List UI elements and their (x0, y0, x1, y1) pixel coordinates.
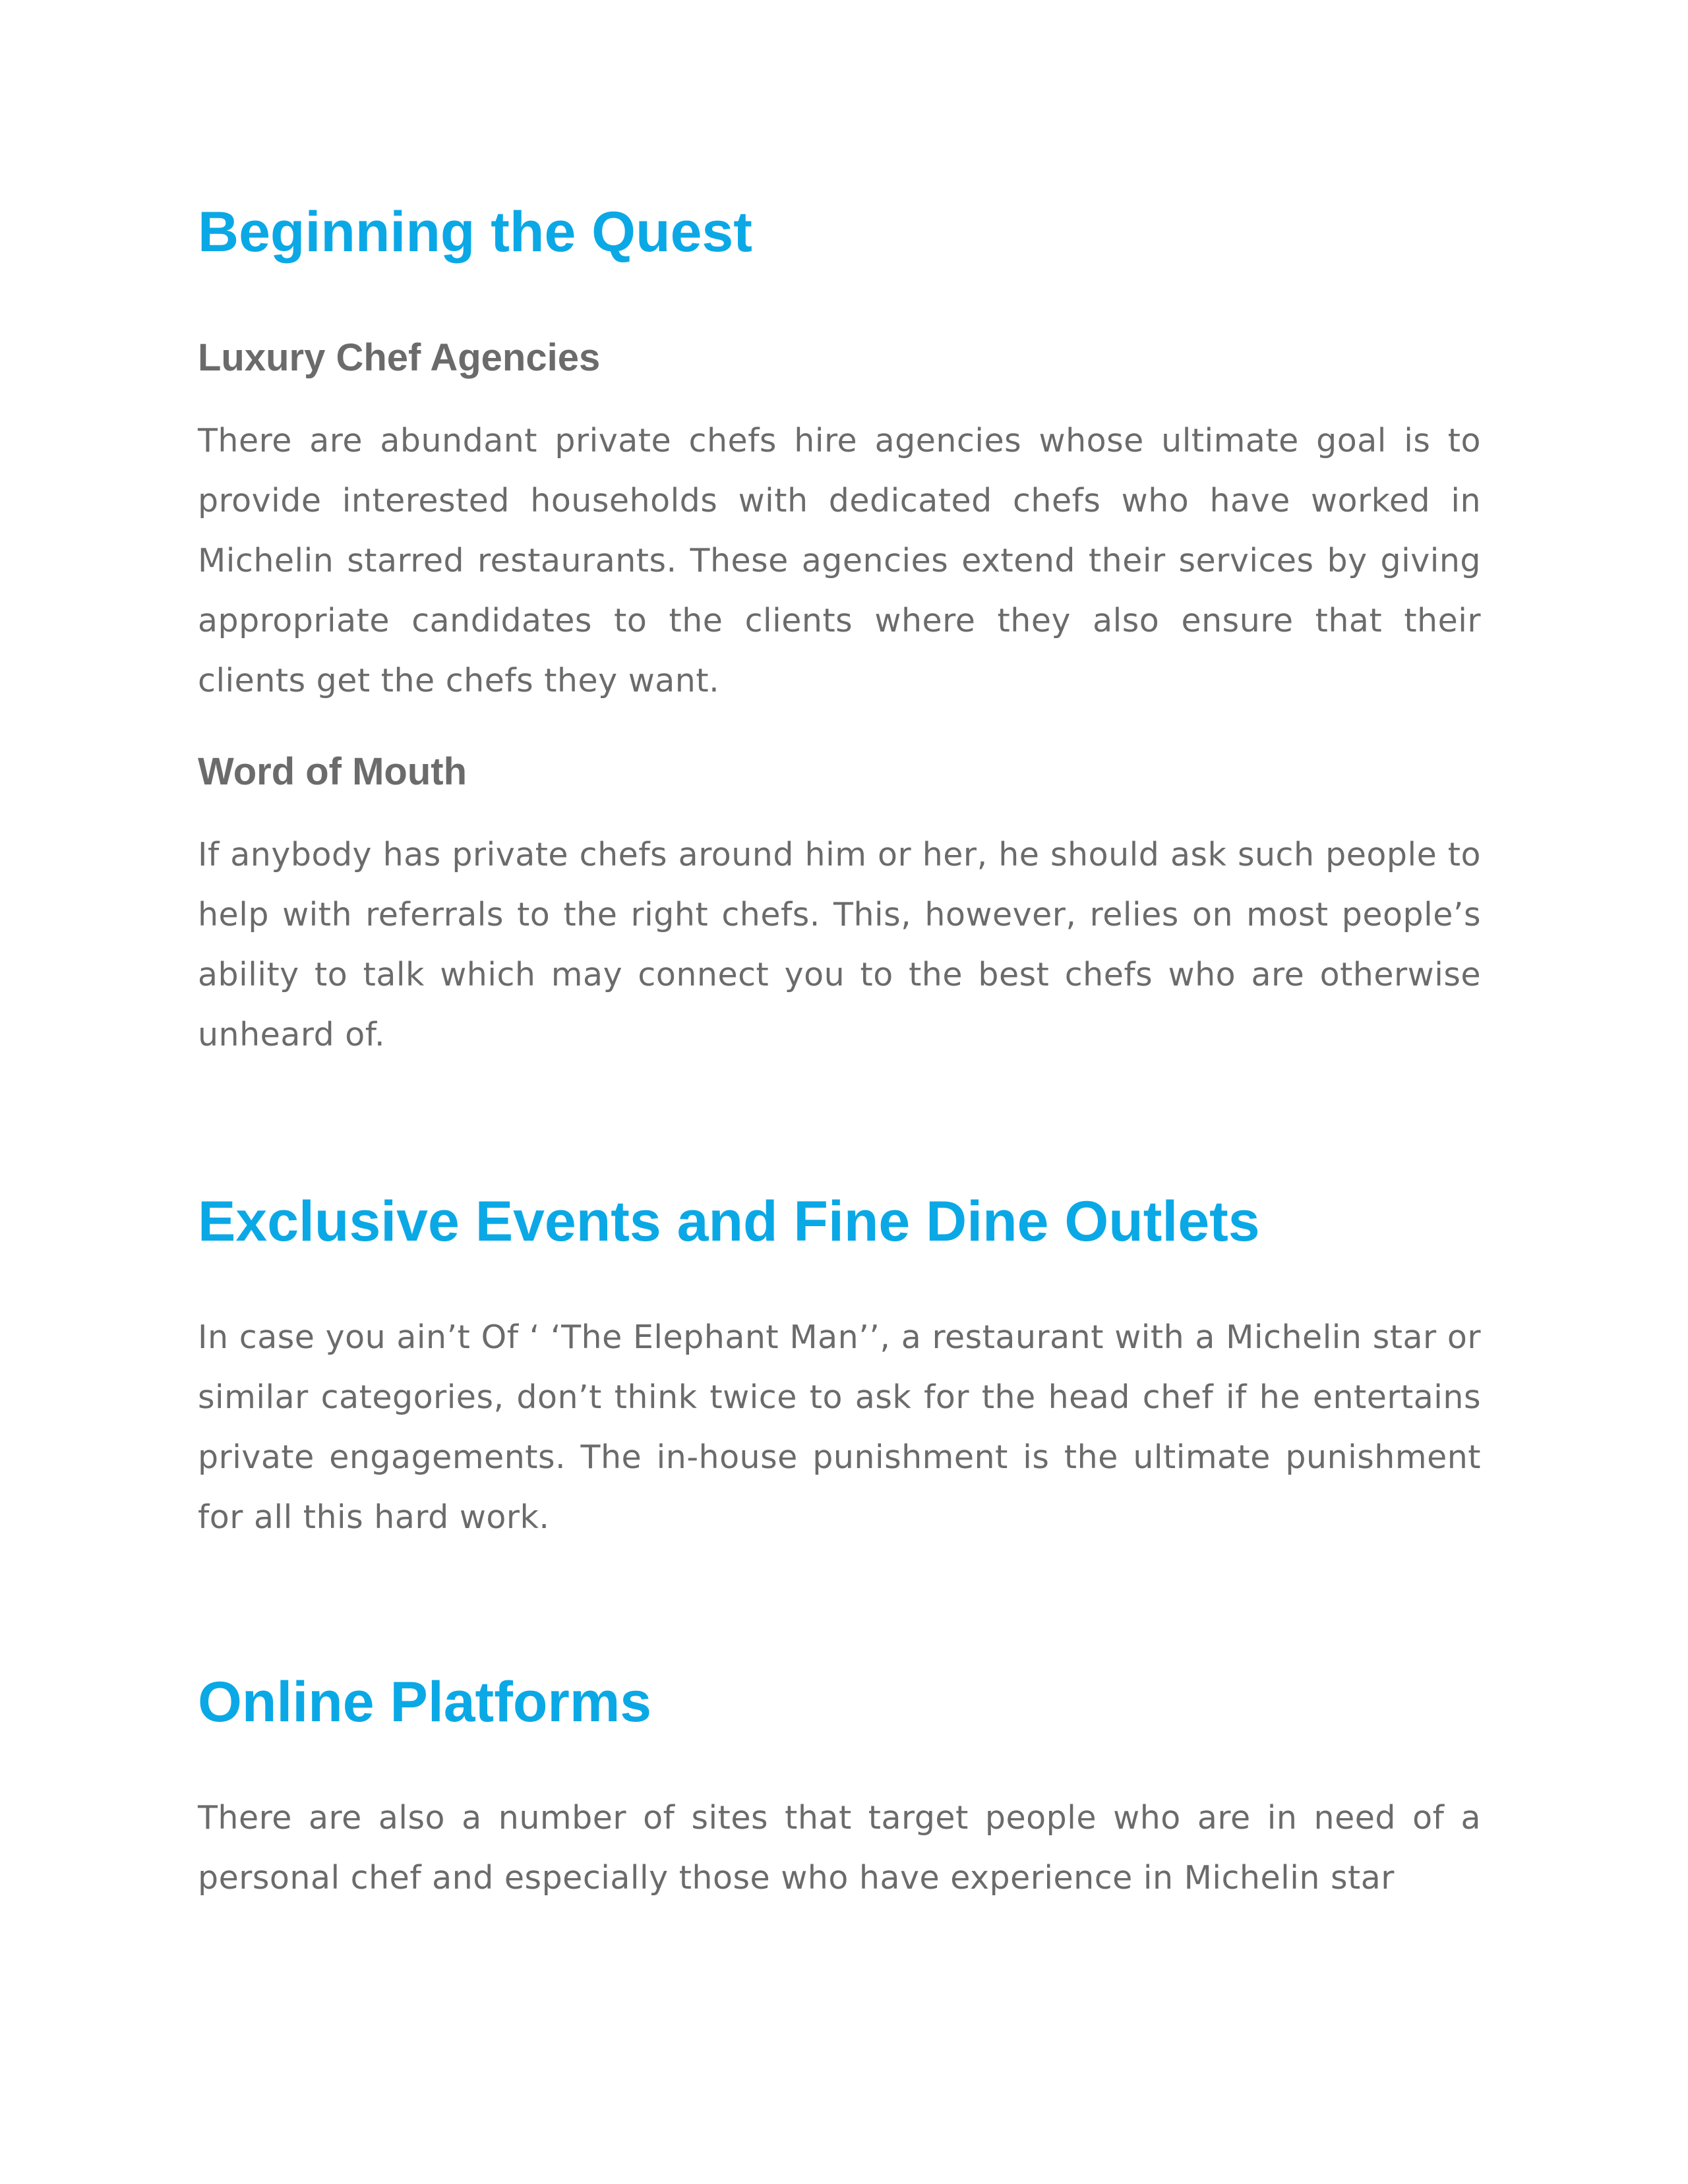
subheading-word-of-mouth: Word of Mouth (198, 750, 467, 793)
section-heading-beginning-the-quest: Beginning the Quest (198, 200, 752, 264)
section-heading-exclusive-events: Exclusive Events and Fine Dine Outlets (198, 1190, 1260, 1253)
paragraph-luxury-chef-agencies: There are abundant private chefs hire agencies whose ultimate goal is to provide interested households with dedicated chefs who have worked in Michelin starred restaurants. These agencies extend their services by giving appropriate candidates to the clients where they also ensure that their clients get the chefs they want. (198, 422, 1481, 699)
paragraph-word-of-mouth: If anybody has private chefs around him or her, he should ask such people to help with referrals to the right chefs. This, however, relies on most people’s ability to talk which may connect you to the best chefs who are otherwise unheard of. (198, 836, 1481, 1053)
paragraph-online-platforms: There are also a number of sites that target people who are in need of a personal chef and especially those who have experience in Michelin star (198, 1799, 1481, 1897)
section-heading-online-platforms: Online Platforms (198, 1670, 652, 1734)
subheading-luxury-chef-agencies: Luxury Chef Agencies (198, 336, 601, 379)
paragraph-exclusive-events: In case you ain’t Of ‘ ‘The Elephant Man’’, a restaurant with a Michelin star or similar categories, don’t think twice to ask for the head chef if he entertains private engagements. The in-house punishment is the ultimate punishment for all this hard work. (198, 1318, 1481, 1536)
